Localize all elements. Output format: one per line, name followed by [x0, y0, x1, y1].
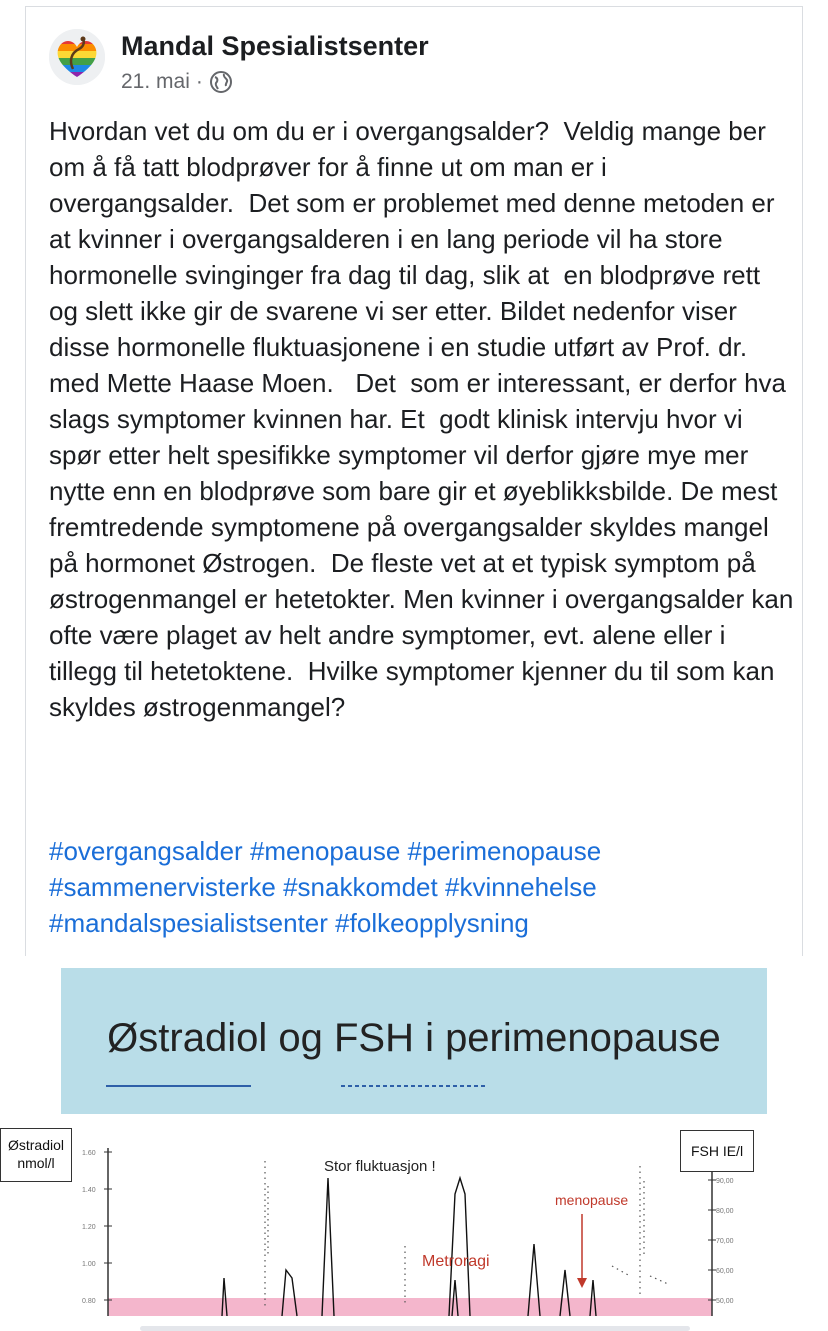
hashtag-link[interactable]: #snakkomdet — [283, 872, 438, 902]
globe-icon[interactable] — [209, 70, 233, 94]
fsh-label-text: FSH IE/l — [690, 1143, 744, 1159]
post-date[interactable]: 21. mai — [121, 70, 190, 93]
right-tick-label: 70,00 — [716, 1238, 734, 1245]
left-tick-label: 1.40 — [82, 1187, 96, 1194]
annotation-metrorragi: Metroragi — [422, 1253, 490, 1270]
hashtag-link[interactable]: #kvinnehelse — [444, 872, 597, 902]
hashtag-link[interactable]: #folkeopplysning — [335, 908, 529, 938]
hashtag-link[interactable]: #perimenopause — [407, 836, 602, 866]
heart-logo-icon — [49, 29, 105, 85]
hormone-chart — [0, 956, 828, 1331]
annotation-menopause: menopause — [555, 1192, 629, 1208]
hashtag-link[interactable]: #sammenervisterke — [49, 872, 276, 902]
left-tick-label: 1.00 — [82, 1261, 96, 1268]
post-meta — [121, 70, 233, 94]
hashtag-link[interactable]: #overgangsalder — [49, 836, 243, 866]
right-tick-label: 80,00 — [716, 1208, 734, 1215]
slide-title: Østradiol og FSH i perimenopause — [107, 1016, 721, 1060]
estradiol-label-line1: Østradiol — [7, 1137, 65, 1153]
left-tick-label: 0.80 — [82, 1298, 96, 1305]
avatar[interactable] — [49, 29, 105, 85]
hashtag-link[interactable]: #mandalspesialistsenter — [49, 908, 328, 938]
post-body-text: Hvordan vet du om du er i overgangsalder? Veldig mange ber om å få tatt blodprøver for å finne ut om man er i overgangsalder. Det som er problemet med denne metoden er at kvinner i overgangsalderen i en lang periode vil ha store hormonelle svinginger fra dag til dag, slik at en blodprøve rett og slett ikke gir de svarene vi ser etter. Bildet nedenfor viser disse hormonelle fluktuasjonene i en studie utført av Prof. dr. med Mette Haase Moen. Det som er interessant, er derfor hva slags symptomer kvinnen har. Et godt klinisk intervju hvor vi spør etter helt spesifikke symptomer vil derfor gjøre mye mer nytte enn en blodprøve som bare gir et øyeblikksbilde. De mest fremtredende symptomene på overgangsalder skyldes mangel på hormonet Østrogen. De fleste vet at et typisk symptom på østrogenmangel er hetetokter. Men kvinner i overgangsalder kan ofte være plaget av helt andre symptomer, evt. alene eller i tillegg til hetetoktene. Hvilke symptomer kjenner du til som kan skyldes østrogenmangel? — [49, 116, 801, 722]
left-tick-label: 1.60 — [82, 1150, 96, 1157]
estradiol-label-line2: nmol/l — [17, 1155, 55, 1171]
left-tick-label: 1.20 — [82, 1224, 96, 1231]
hashtag-link[interactable]: #menopause — [249, 836, 401, 866]
post-image[interactable] — [0, 956, 828, 1331]
post-author[interactable]: Mandal Spesialistsenter — [121, 31, 429, 61]
annotation-fluctuation: Stor fluktuasjon ! — [324, 1158, 436, 1175]
right-tick-label: 50,00 — [716, 1298, 734, 1305]
meta-separator: · — [195, 70, 203, 93]
menopause-arrowhead-icon — [577, 1278, 587, 1288]
hashtag-list — [49, 833, 794, 941]
scroll-indicator — [140, 1326, 690, 1331]
right-tick-label: 60,00 — [716, 1268, 734, 1275]
right-tick-label: 90,00 — [716, 1178, 734, 1185]
post-card — [25, 6, 803, 956]
